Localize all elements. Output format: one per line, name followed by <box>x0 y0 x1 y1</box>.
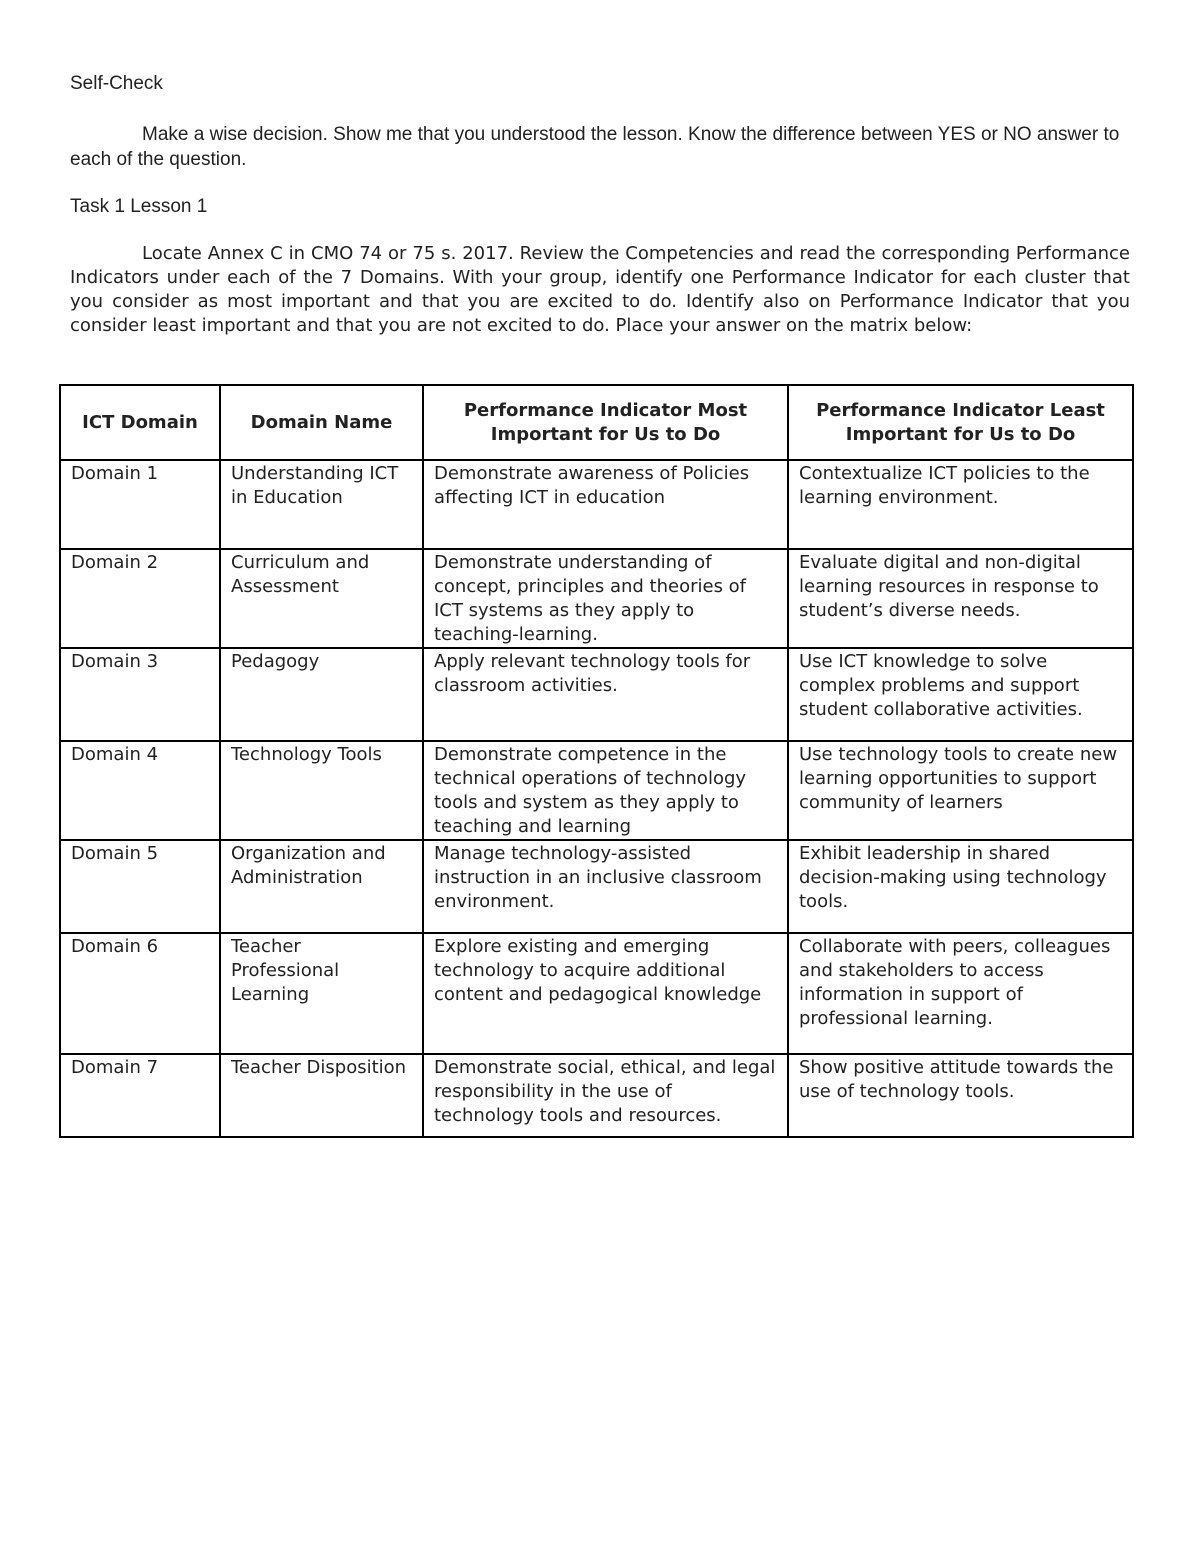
table-row <box>60 741 1133 840</box>
cell-most-important: Demonstrate social, ethical, and legal responsibility in the use of technology tools and resources. <box>423 1054 788 1137</box>
cell-domain: Domain 6 <box>60 933 220 1054</box>
cell-most-important: Apply relevant technology tools for classroom activities. <box>423 648 788 741</box>
table-row <box>60 460 1133 549</box>
cell-least-important: Collaborate with peers, colleagues and stakeholders to access information in support of professional learning. <box>788 933 1133 1054</box>
header-least-important: Performance Indicator Least Important for Us to Do <box>788 385 1133 460</box>
table-row <box>60 840 1133 933</box>
cell-least-important: Contextualize ICT policies to the learning environment. <box>788 460 1133 549</box>
cell-domain: Domain 5 <box>60 840 220 933</box>
cell-domain-name: Technology Tools <box>220 741 423 840</box>
table-row <box>60 648 1133 741</box>
table-header-row <box>60 385 1133 460</box>
cell-least-important: Show positive attitude towards the use of technology tools. <box>788 1054 1133 1137</box>
header-ict-domain: ICT Domain <box>60 385 220 460</box>
intro-paragraph: Make a wise decision. Show me that you understood the lesson. Know the difference between YES or NO answer to each of the question. <box>70 124 1120 170</box>
cell-domain: Domain 3 <box>60 648 220 741</box>
cell-least-important: Evaluate digital and non-digital learning resources in response to student’s diverse needs. <box>788 549 1133 648</box>
cell-least-important: Use technology tools to create new learning opportunities to support community of learners <box>788 741 1133 840</box>
cell-most-important: Explore existing and emerging technology to acquire additional content and pedagogical knowledge <box>423 933 788 1054</box>
cell-least-important: Exhibit leadership in shared decision-making using technology tools. <box>788 840 1133 933</box>
task-title: Task 1 Lesson 1 <box>70 196 208 217</box>
cell-domain: Domain 7 <box>60 1054 220 1137</box>
cell-domain-name: Curriculum and Assessment <box>220 549 423 648</box>
performance-indicator-matrix <box>59 384 1134 1138</box>
cell-most-important: Demonstrate competence in the technical operations of technology tools and system as they apply to teaching and learning <box>423 741 788 840</box>
cell-domain: Domain 4 <box>60 741 220 840</box>
cell-most-important: Demonstrate awareness of Policies affecting ICT in education <box>423 460 788 549</box>
cell-most-important: Manage technology-assisted instruction in an inclusive classroom environment. <box>423 840 788 933</box>
cell-domain: Domain 1 <box>60 460 220 549</box>
cell-domain-name: Pedagogy <box>220 648 423 741</box>
cell-domain-name: Understanding ICT in Education <box>220 460 423 549</box>
cell-domain-name: Teacher Disposition <box>220 1054 423 1137</box>
table-row <box>60 933 1133 1054</box>
instructions-paragraph: Locate Annex C in CMO 74 or 75 s. 2017. Review the Competencies and read the corresponding Performance Indicators under each of the 7 Domains. With your group, identify one Performance Indicator for each cluster that you consider as most important and that you are excited to do. Identify also on Performance Indicator that you consider least important and that you are not excited to do. Place your answer on the matrix below: <box>70 243 1130 336</box>
table-row <box>60 1054 1133 1137</box>
cell-domain: Domain 2 <box>60 549 220 648</box>
header-domain-name: Domain Name <box>220 385 423 460</box>
header-most-important: Performance Indicator Most Important for Us to Do <box>423 385 788 460</box>
cell-most-important: Demonstrate understanding of concept, principles and theories of ICT systems as they apply to teaching-learning. <box>423 549 788 648</box>
page-heading: Self-Check <box>70 73 163 94</box>
cell-domain-name: Teacher Professional Learning <box>220 933 423 1054</box>
table-row <box>60 549 1133 648</box>
cell-domain-name: Organization and Administration <box>220 840 423 933</box>
cell-least-important: Use ICT knowledge to solve complex problems and support student collaborative activities. <box>788 648 1133 741</box>
